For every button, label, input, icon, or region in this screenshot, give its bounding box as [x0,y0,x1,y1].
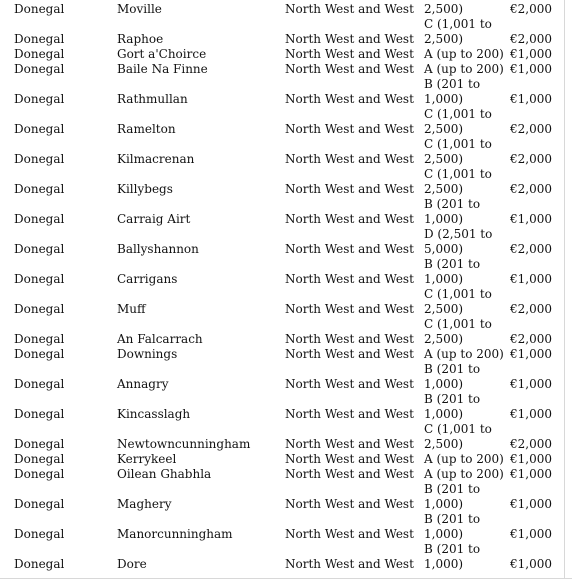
population-band-cell: 2,500) [424,332,464,346]
population-band-cell: B (201 to [424,542,481,556]
population-band-cell: C (1,001 to [424,167,492,181]
population-band-cell: B (201 to [424,482,481,496]
region-cell: North West and West [285,302,414,316]
population-band-cell: 5,000) [424,242,464,256]
region-cell: North West and West [285,467,414,481]
county-cell: Donegal [14,2,65,16]
population-band-cell: 2,500) [424,182,464,196]
population-band-cell: B (201 to [424,512,481,526]
county-cell: Donegal [14,527,65,541]
amount-cell: €2,000 [510,182,552,196]
column-divider [564,0,565,579]
population-band-cell: A (up to 200) [424,47,504,61]
county-cell: Donegal [14,182,65,196]
region-cell: North West and West [285,32,414,46]
town-cell: Moville [117,2,162,16]
population-band-cell: 1,000) [424,272,464,286]
population-band-cell: 2,500) [424,152,464,166]
county-cell: Donegal [14,557,65,571]
population-band-cell: D (2,501 to [424,227,493,241]
population-band-cell: 2,500) [424,437,464,451]
town-cell: Ramelton [117,122,176,136]
region-cell: North West and West [285,182,414,196]
town-cell: Manorcunningham [117,527,233,541]
population-band-cell: A (up to 200) [424,62,504,76]
county-cell: Donegal [14,212,65,226]
population-band-cell: 1,000) [424,377,464,391]
amount-cell: €2,000 [510,242,552,256]
county-cell: Donegal [14,32,65,46]
town-cell: Newtowncunningham [117,437,251,451]
population-band-cell: 1,000) [424,557,464,571]
region-cell: North West and West [285,212,414,226]
county-cell: Donegal [14,62,65,76]
town-cell: Downings [117,347,178,361]
town-cell: An Falcarrach [117,332,203,346]
population-band-cell: B (201 to [424,77,481,91]
population-band-cell: A (up to 200) [424,467,504,481]
county-cell: Donegal [14,377,65,391]
amount-cell: €1,000 [510,467,552,481]
county-cell: Donegal [14,467,65,481]
county-cell: Donegal [14,452,65,466]
population-band-cell: 1,000) [424,497,464,511]
amount-cell: €2,000 [510,302,552,316]
county-cell: Donegal [14,332,65,346]
town-cell: Kincasslagh [117,407,191,421]
amount-cell: €1,000 [510,212,552,226]
region-cell: North West and West [285,407,414,421]
region-cell: North West and West [285,377,414,391]
region-cell: North West and West [285,332,414,346]
amount-cell: €1,000 [510,62,552,76]
region-cell: North West and West [285,92,414,106]
population-band-cell: 2,500) [424,122,464,136]
region-cell: North West and West [285,272,414,286]
population-band-cell: 2,500) [424,2,464,16]
region-cell: North West and West [285,242,414,256]
amount-cell: €1,000 [510,527,552,541]
amount-cell: €1,000 [510,47,552,61]
population-band-cell: 1,000) [424,407,464,421]
population-band-cell: B (201 to [424,257,481,271]
county-cell: Donegal [14,407,65,421]
amount-cell: €1,000 [510,92,552,106]
region-cell: North West and West [285,347,414,361]
amount-cell: €1,000 [510,272,552,286]
region-cell: North West and West [285,122,414,136]
population-band-cell: B (201 to [424,392,481,406]
town-cell: Carraig Airt [117,212,191,226]
population-band-cell: B (201 to [424,362,481,376]
town-cell: Gort a'Choirce [117,47,207,61]
county-cell: Donegal [14,347,65,361]
population-band-cell: 1,000) [424,527,464,541]
town-cell: Ballyshannon [117,242,199,256]
amount-cell: €1,000 [510,452,552,466]
amount-cell: €2,000 [510,152,552,166]
population-band-cell: A (up to 200) [424,347,504,361]
population-band-cell: 1,000) [424,92,464,106]
county-cell: Donegal [14,92,65,106]
amount-cell: €2,000 [510,437,552,451]
county-cell: Donegal [14,497,65,511]
region-cell: North West and West [285,62,414,76]
region-cell: North West and West [285,437,414,451]
town-cell: Annagry [117,377,169,391]
county-cell: Donegal [14,437,65,451]
population-band-cell: A (up to 200) [424,452,504,466]
population-band-cell: C (1,001 to [424,287,492,301]
population-band-cell: B (201 to [424,197,481,211]
region-cell: North West and West [285,497,414,511]
amount-cell: €1,000 [510,497,552,511]
amount-cell: €1,000 [510,407,552,421]
region-cell: North West and West [285,452,414,466]
amount-cell: €2,000 [510,122,552,136]
county-cell: Donegal [14,47,65,61]
town-cell: Baile Na Finne [117,62,208,76]
population-band-cell: 2,500) [424,32,464,46]
town-cell: Rathmullan [117,92,188,106]
region-cell: North West and West [285,2,414,16]
amount-cell: €1,000 [510,377,552,391]
town-cell: Maghery [117,497,172,511]
region-cell: North West and West [285,527,414,541]
town-cell: Oilean Ghabhla [117,467,212,481]
town-cell: Dore [117,557,147,571]
amount-cell: €1,000 [510,557,552,571]
population-band-cell: C (1,001 to [424,317,492,331]
amount-cell: €2,000 [510,32,552,46]
population-band-cell: 1,000) [424,212,464,226]
town-cell: Muff [117,302,146,316]
town-cell: Carrigans [117,272,178,286]
county-cell: Donegal [14,302,65,316]
county-cell: Donegal [14,272,65,286]
population-band-cell: C (1,001 to [424,17,492,31]
population-band-cell: C (1,001 to [424,422,492,436]
county-cell: Donegal [14,242,65,256]
county-cell: Donegal [14,152,65,166]
county-cell: Donegal [14,122,65,136]
population-band-cell: C (1,001 to [424,137,492,151]
town-cell: Kilmacrenan [117,152,195,166]
population-band-cell: C (1,001 to [424,107,492,121]
town-cell: Killybegs [117,182,173,196]
town-cell: Kerrykeel [117,452,177,466]
amount-cell: €2,000 [510,332,552,346]
town-cell: Raphoe [117,32,164,46]
amount-cell: €1,000 [510,347,552,361]
region-cell: North West and West [285,152,414,166]
amount-cell: €2,000 [510,2,552,16]
region-cell: North West and West [285,557,414,571]
population-band-cell: 2,500) [424,302,464,316]
region-cell: North West and West [285,47,414,61]
